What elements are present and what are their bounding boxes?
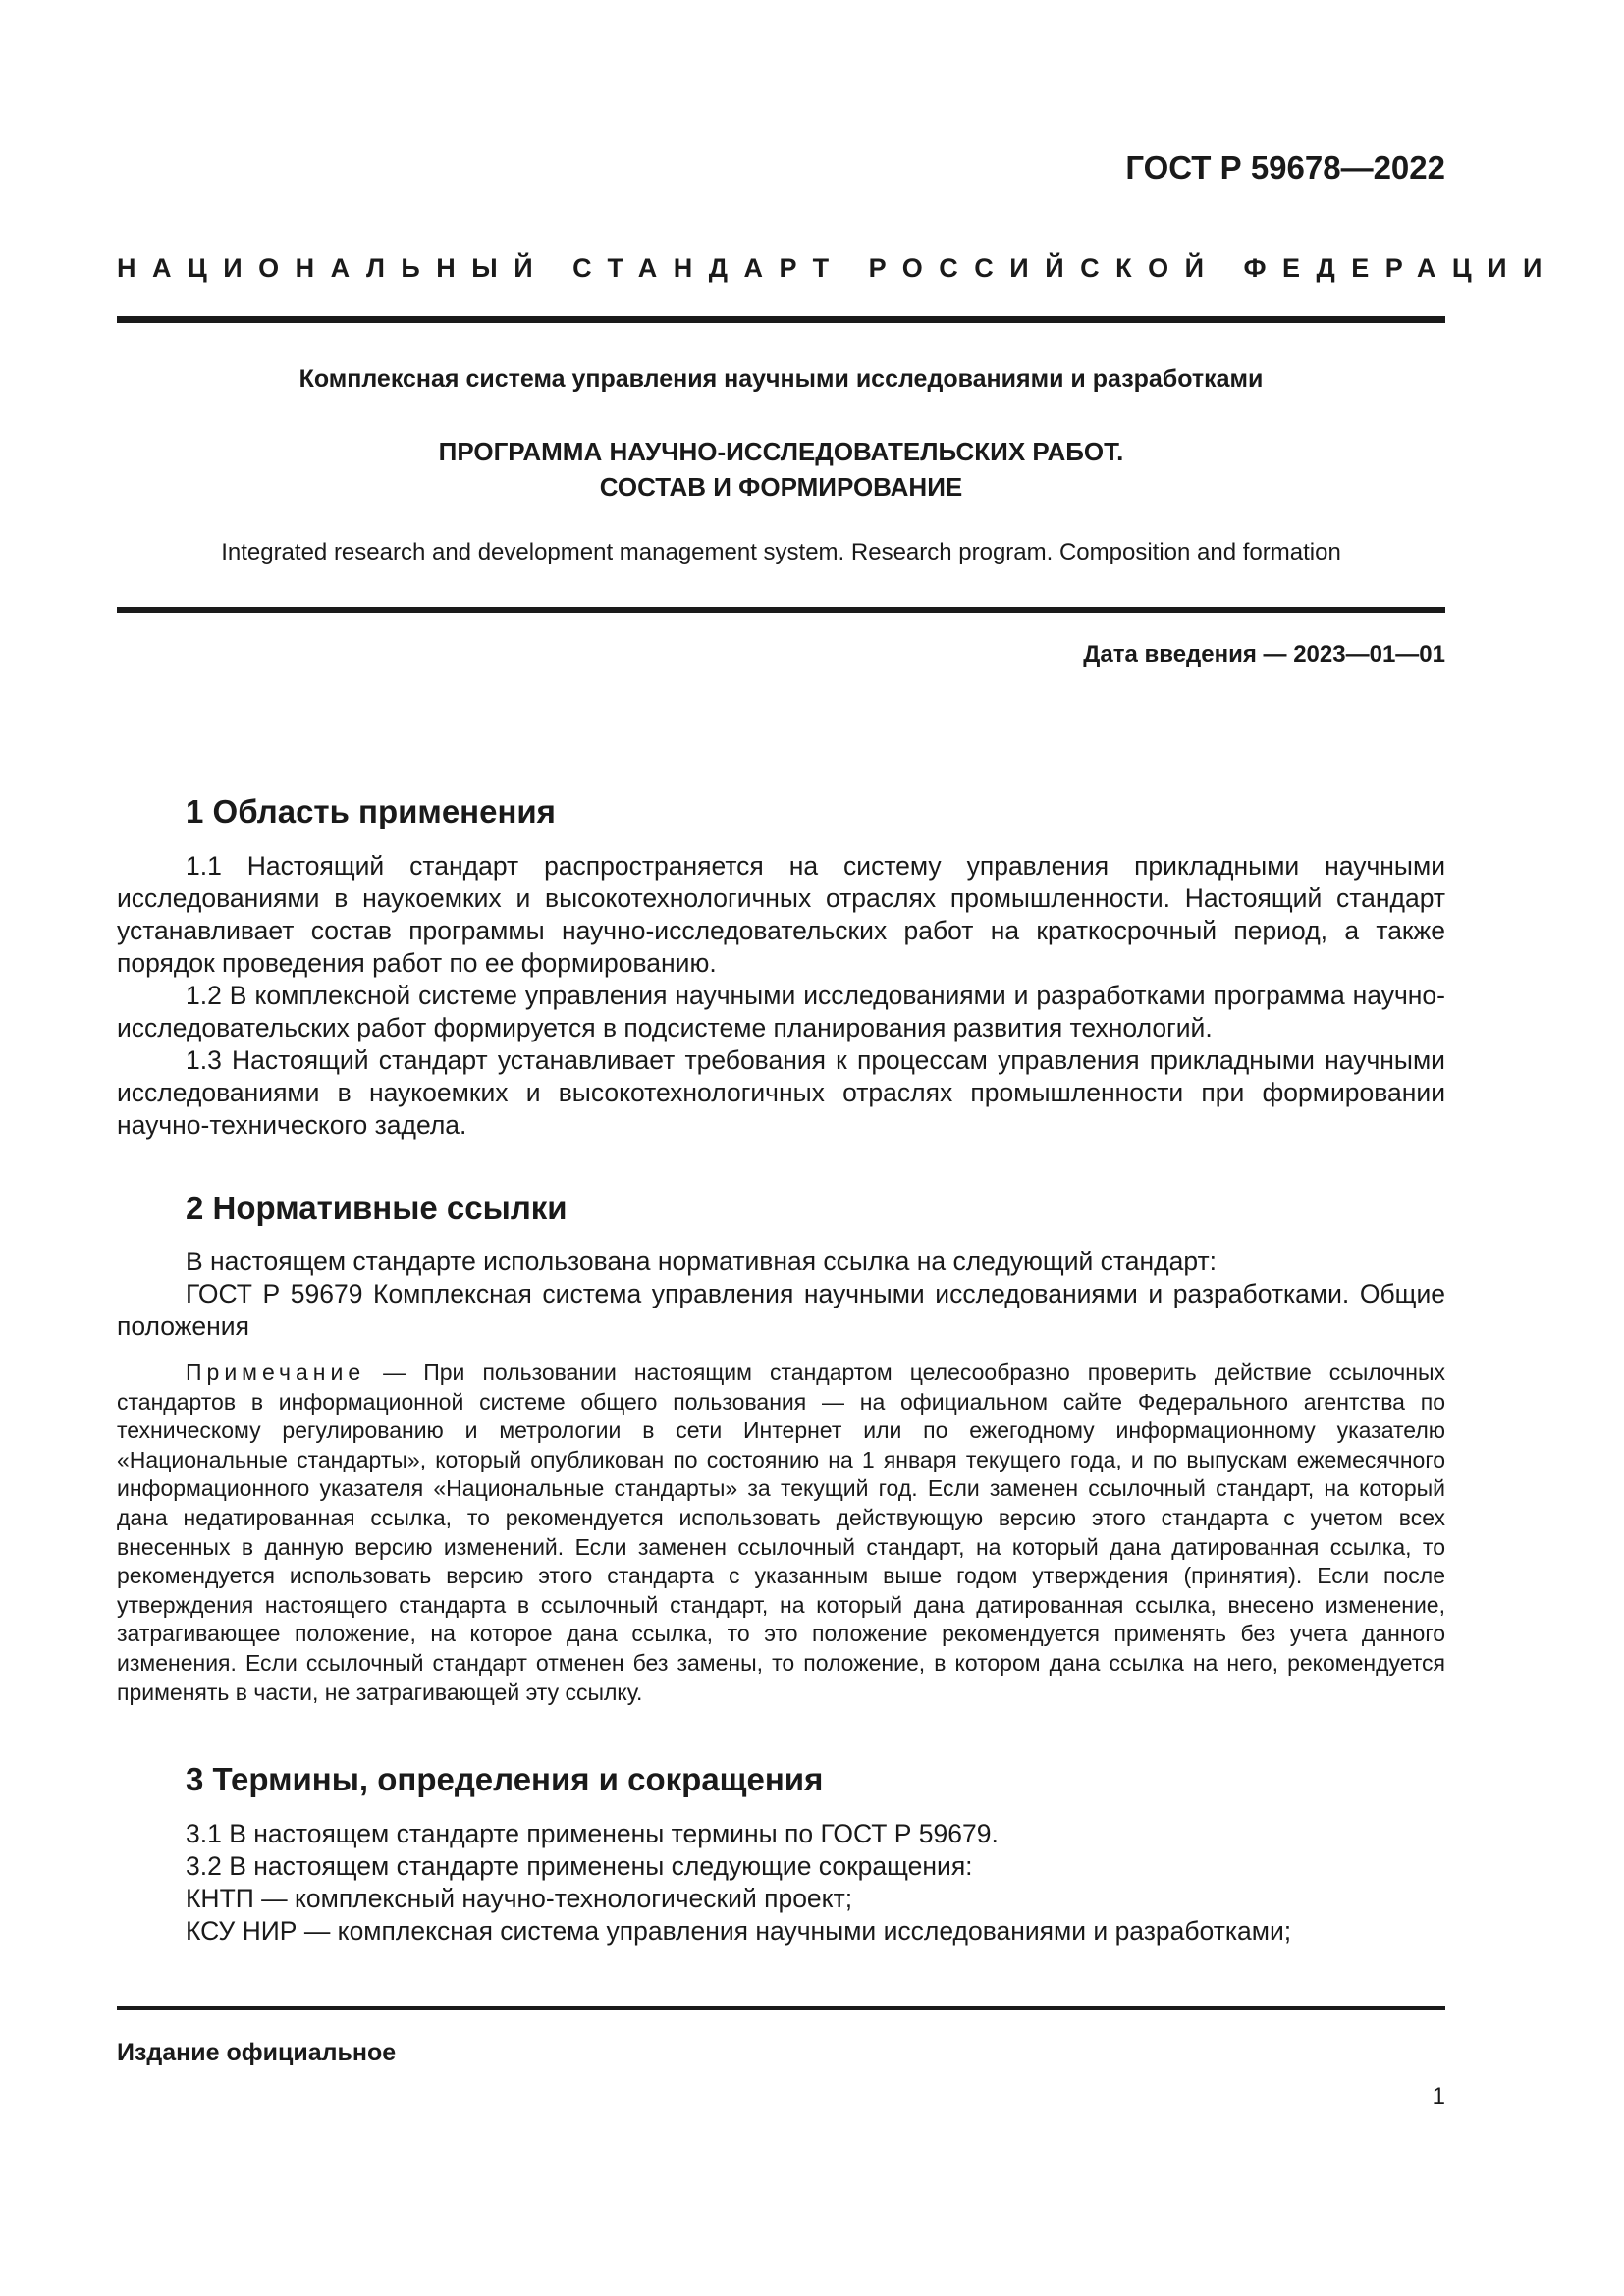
list-item: КНТП — комплексный научно-технологический проект; <box>186 1884 853 1913</box>
list-item: 3.2 В настоящем стандарте применены следующие сокращения: <box>186 1851 973 1881</box>
document-title-line1: ПРОГРАММА НАУЧНО-ИССЛЕДОВАТЕЛЬСКИХ РАБОТ. <box>438 437 1124 466</box>
section-1-body <box>117 850 1445 1142</box>
bottom-divider <box>117 2006 1445 2010</box>
paragraph-1-1: 1.1 Настоящий стандарт распространяется на систему управления прикладными научными исследованиями в наукоемких и высокотехнологичных отраслях промышленности. Настоящий стандарт устанавливает состав программы научно-исследовательских работ на краткосрочный период, а также порядок проведения работ по ее формированию. <box>117 851 1445 978</box>
document-title-line2: СОСТАВ И ФОРМИРОВАНИЕ <box>599 472 963 502</box>
paragraph-1-3: 1.3 Настоящий стандарт устанавливает требования к процессам управления прикладными научными исследованиями в наукоемких и высокотехнологичных отраслях промышленности при формировании научно-технического задела. <box>117 1045 1445 1140</box>
english-title: Integrated research and development management system. Research program. Composition and formation <box>221 539 1341 565</box>
section-1-heading: 1 Область применения <box>186 793 556 829</box>
middle-divider <box>117 607 1445 613</box>
paragraph-2-2: ГОСТ Р 59679 Комплексная система управления научными исследованиями и разработками. Общие положения <box>117 1279 1445 1341</box>
introduction-date: Дата введения — 2023—01—01 <box>1083 641 1445 667</box>
section-3-heading: 3 Термины, определения и сокращения <box>186 1761 824 1797</box>
note-text: — При пользовании настоящим стандартом целесообразно проверить действие ссылочных стандартов в информационной системе общего пользования — на официальном сайте Федерального агентства по техническому регулированию и метрологии в сети Интернет или по ежегодному информационному указателю «Национальные стандарты», который опубликован по состоянию на 1 января текущего года, и по выпускам ежемесячного информационного указателя «Национальные стандарты» за текущий год. Если заменен ссылочный стандарт, на который дана недатированная ссылка, то рекомендуется использовать действующую версию этого стандарта с учетом всех внесенных в данную версию изменений. Если заменен ссылочный стандарт, на который дана датированная ссылка, то рекомендуется использовать версию этого стандарта с указанным выше годом утверждения (принятия). Если после утверждения настоящего стандарта в ссылочный стандарт, на который дана датированная ссылка, внесено изменение, затрагивающее положение, на которое дана ссылка, то это положение рекомендуется применять без учета данного изменения. Если ссылочный стандарт отменен без замены, то положение, в котором дана ссылка на него, рекомендуется применять в части, не затрагивающей эту ссылку. <box>117 1360 1445 1705</box>
document-title <box>117 434 1445 505</box>
section-3-list <box>186 1818 1291 1948</box>
section-2-heading: 2 Нормативные ссылки <box>186 1190 568 1226</box>
official-edition-label: Издание официальное <box>117 2039 397 2066</box>
system-subtitle: Комплексная система управления научными исследованиями и разработками <box>298 365 1264 393</box>
list-item: КСУ НИР — комплексная система управления научными исследованиями и разработками; <box>186 1916 1292 1946</box>
paragraph-2-1: В настоящем стандарте использована нормативная ссылка на следующий стандарт: <box>186 1247 1217 1276</box>
national-standard-title: НАЦИОНАЛЬНЫЙ СТАНДАРТ РОССИЙСКОЙ ФЕДЕРАЦИИ <box>117 253 1558 283</box>
section-2-body <box>117 1246 1445 1343</box>
page-number: 1 <box>1432 2083 1445 2109</box>
list-item: 3.1 В настоящем стандарте применены термины по ГОСТ Р 59679. <box>186 1819 999 1848</box>
note-label: Примечание <box>186 1360 366 1385</box>
note-block <box>117 1359 1445 1707</box>
paragraph-1-2: 1.2 В комплексной системе управления научными исследованиями и разработками программа научно-исследовательских работ формируется в подсистеме планирования развития технологий. <box>117 981 1445 1042</box>
top-divider <box>117 316 1445 323</box>
standard-number: ГОСТ Р 59678—2022 <box>1125 149 1445 186</box>
